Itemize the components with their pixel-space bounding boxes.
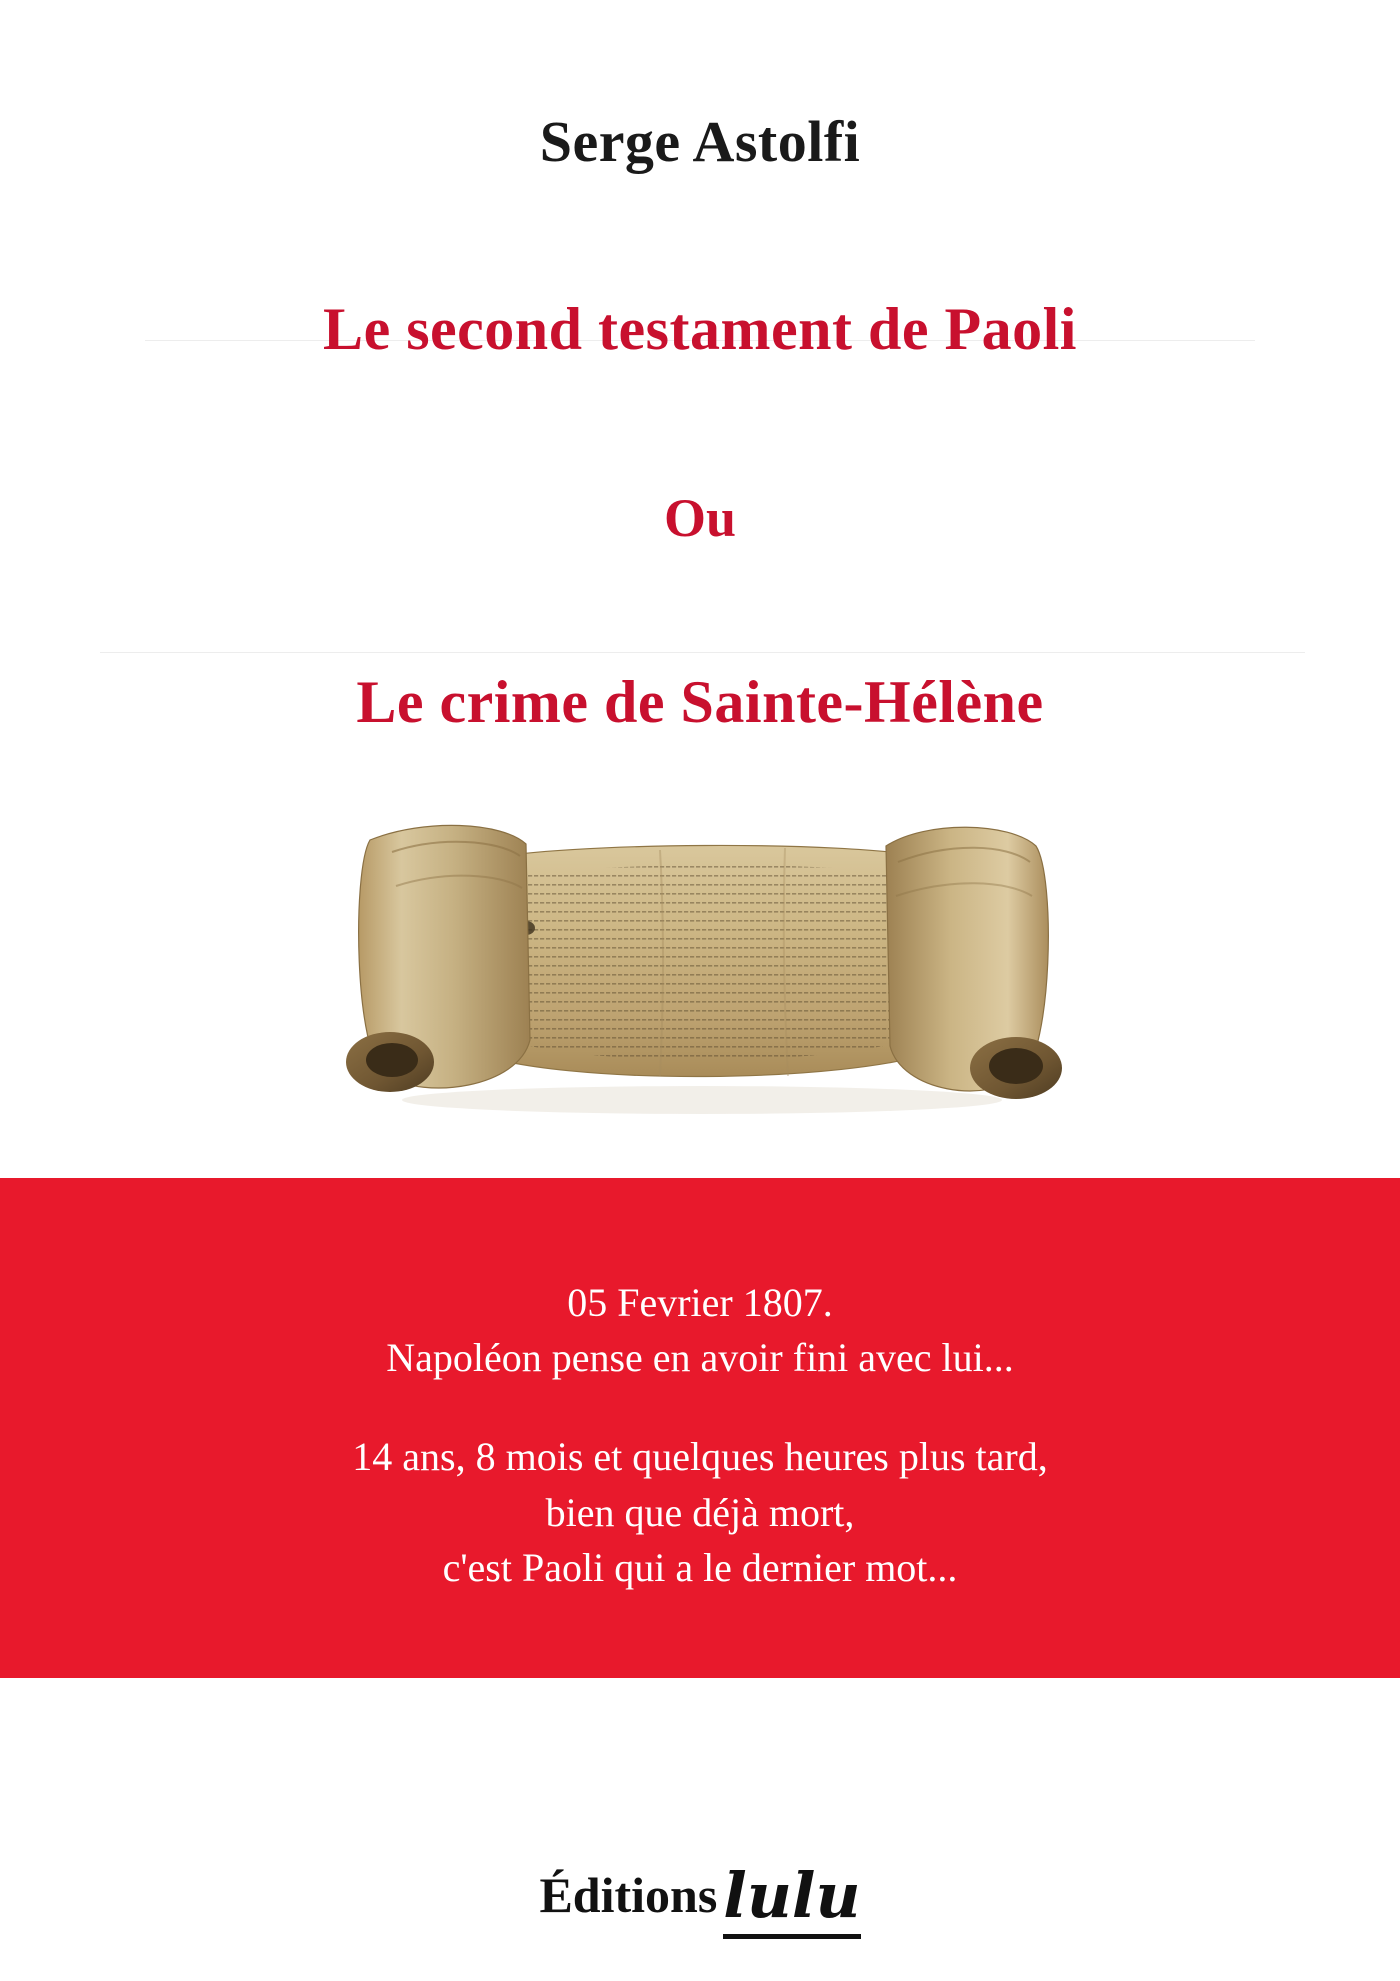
blurb-line-4: bien que déjà mort, [545,1489,855,1535]
blurb-spacer [0,1385,1400,1429]
scroll-illustration [330,800,1075,1140]
blurb-line-3: 14 ans, 8 mois et quelques heures plus tard, [352,1434,1048,1480]
blurb-line-5: c'est Paoli qui a le dernier mot... [442,1544,958,1590]
book-title-connector: Ou [663,488,737,548]
decorative-rule-bottom [100,652,1305,653]
publisher-logo [0,1855,1400,1935]
author-name: Serge Astolfi [539,109,861,174]
blurb-line-2: Napoléon pense en avoir fini avec lui... [386,1335,1014,1381]
blurb-line-1: 05 Fevrier 1807. [567,1280,833,1325]
publisher-name: lulu [723,1859,860,1939]
book-title-main: Le second testament de Paoli [323,296,1077,362]
book-title-subtitle: Le crime de Sainte-Hélène [356,669,1044,735]
blurb-text [0,1275,1400,1595]
publisher-prefix: Éditions [539,1867,718,1923]
